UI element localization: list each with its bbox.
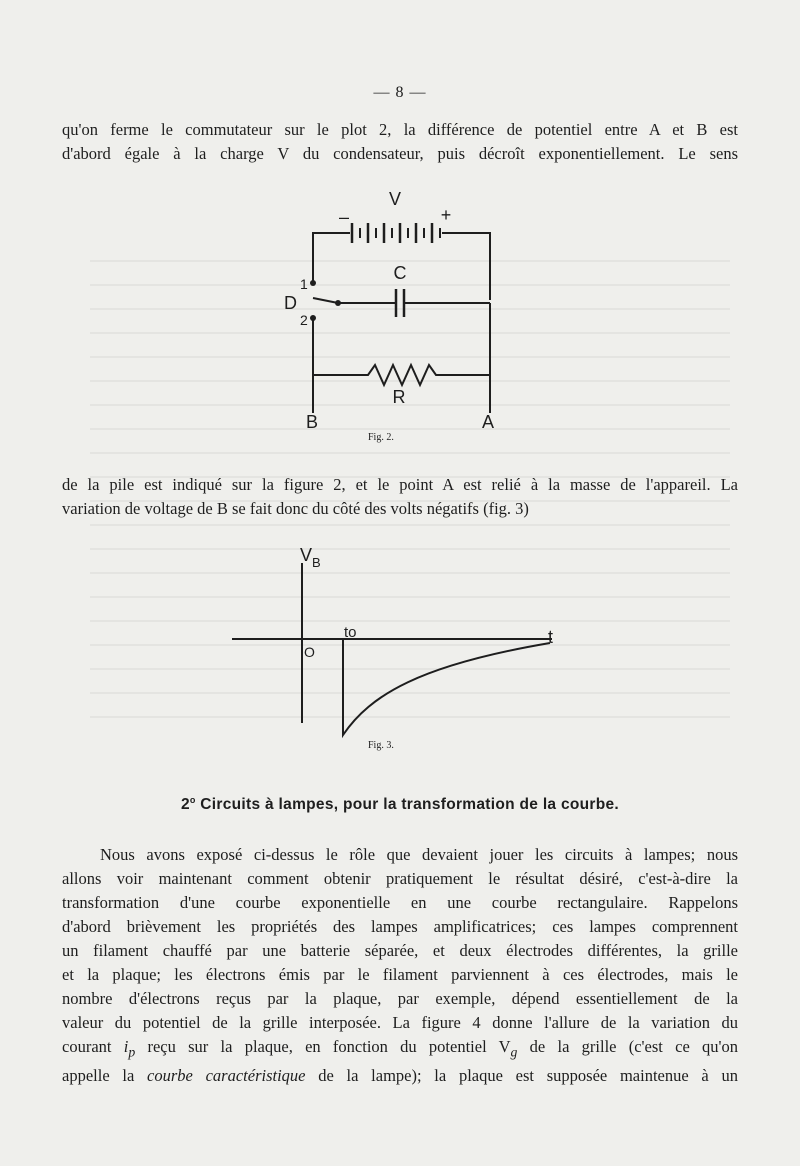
circuit-diagram [280, 185, 520, 430]
text-line: valeur du potentiel de la grille interposée. La figure 4 donne l'allure de la variation du [62, 1013, 738, 1032]
label-vb: $V_B$ [300, 545, 321, 570]
text-line: nombre d'électrons reçus par la plaque, par exemple, dépend essentiellement de la [62, 989, 738, 1008]
voltage-decay-plot [220, 535, 580, 745]
label-origin: O [304, 644, 315, 660]
wire-top-right [442, 233, 490, 300]
contact-1 [310, 280, 316, 286]
section-number-sup: o [189, 795, 196, 805]
text-line: un filament chauffé par une batterie séparée, et deux électrodes différentes, la grille [62, 941, 738, 960]
decay-curve [343, 639, 550, 735]
label-b: B [306, 412, 319, 432]
label-to: to [344, 624, 357, 641]
label-v: V [388, 189, 402, 209]
text-line: et la plaque; les électrons émis par le filament parviennent à ces électrodes, mais le [62, 965, 738, 984]
label-plus: + [440, 205, 452, 225]
label-1: 1 [300, 276, 308, 292]
wire-top-left [313, 233, 350, 235]
figure-3-caption: Fig. 3. [368, 740, 394, 751]
text-line: allons voir maintenant comment obtenir pratiquement le résultat désiré, c'est-à-dire la [62, 869, 738, 888]
section-number: 2 [180, 796, 190, 814]
label-minus: – [338, 207, 350, 227]
paragraph-2 [62, 473, 738, 521]
section-title-text: Circuits à lampes, pour la transformation de la courbe. [200, 796, 620, 814]
text-line: courant $i_p$ reçu sur la plaque, en fonction du potentiel $V_g$ de la grille (c'est ce qu'on [62, 1037, 739, 1060]
text-line: de la pile est indiqué sur la figure 2, et le point A est relié à la masse de l'appareil. La [62, 475, 738, 494]
text-line: Nous avons exposé ci-dessus le rôle que devaient jouer les circuits à lampes; nous [100, 845, 738, 864]
section-heading [0, 795, 800, 814]
label-a: A [482, 412, 495, 432]
resistor-symbol [313, 365, 490, 385]
text-line: variation de voltage de B se fait donc du côté des volts négatifs (fig. 3) [62, 499, 529, 518]
page-number: — 8 — [373, 84, 427, 101]
paragraph-3 [62, 843, 738, 1088]
figure-2-caption: Fig. 2. [368, 432, 394, 443]
label-d: D [284, 293, 297, 313]
label-t: t [548, 627, 554, 647]
text-line: transformation d'une courbe exponentielle en une courbe rectangulaire. Rappelons [62, 893, 738, 912]
text-line: d'abord égale à la charge V du condensateur, puis décroît exponentiellement. Le sens [62, 144, 738, 163]
label-c: C [393, 263, 407, 283]
label-r: R [392, 387, 406, 407]
label-2: 2 [300, 312, 308, 328]
battery-symbol [352, 223, 440, 243]
text-line: qu'on ferme le commutateur sur le plot 2, la différence de potentiel entre A et B est [62, 120, 738, 139]
switch-arm [313, 298, 338, 303]
paragraph-1 [62, 118, 738, 166]
text-line: appelle la courbe caractéristique de la lampe); la plaque est supposée maintenue à un [62, 1066, 738, 1086]
text-line: d'abord brièvement les propriétés des lampes amplificatrices; ces lampes comprennent [62, 917, 738, 936]
